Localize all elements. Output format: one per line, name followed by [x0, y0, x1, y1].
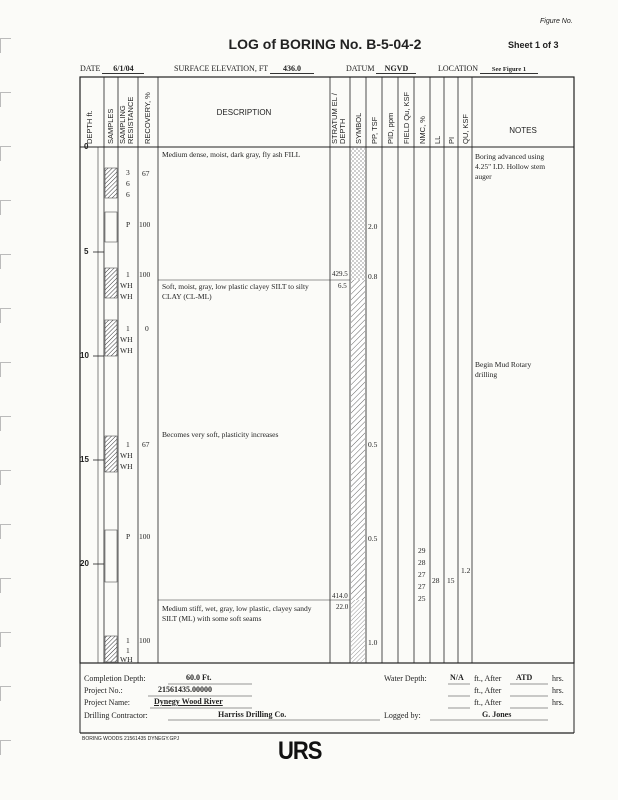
- sampling-resistance: WH: [120, 346, 133, 355]
- col-notes: NOTES: [509, 126, 537, 135]
- sampling-resistance: 6: [126, 179, 130, 188]
- sampling-resistance: P: [126, 220, 131, 229]
- qu-value: 1.2: [461, 566, 471, 575]
- sampling-resistance: WH: [120, 292, 133, 301]
- after-label: ft., After: [474, 698, 502, 707]
- depth-tick-label: 20: [80, 559, 89, 568]
- stratum-depth: 6.5: [338, 282, 347, 290]
- date-value: 6/1/04: [102, 64, 144, 74]
- location-value: See Figure 1: [480, 66, 538, 74]
- col-depth: DEPTH ft.: [85, 110, 94, 144]
- datum-value: NGVD: [376, 64, 416, 74]
- water-depth-value: N/A: [450, 673, 464, 682]
- col-field-qu: FIELD Qu, KSF: [402, 91, 411, 144]
- datum-label: DATUM: [346, 64, 375, 73]
- stratum-elevation: 429.5: [332, 270, 348, 278]
- sampling-resistance: WH: [120, 335, 133, 344]
- logged-by-value: G. Jones: [482, 710, 512, 719]
- file-reference: BORING WOODS 21561435 DYNEGY.GPJ: [82, 736, 180, 742]
- description-clayey-silt: Soft, moist, gray, low plastic clayey SILT to silty CLAY (CL-ML): [162, 282, 309, 301]
- col-description: DESCRIPTION: [216, 108, 272, 117]
- sampling-resistance: WH: [120, 451, 133, 460]
- depth-tick-label: 5: [84, 247, 89, 256]
- contractor-value: Harriss Drilling Co.: [218, 710, 287, 719]
- hrs-label: hrs.: [552, 698, 564, 707]
- project-name-value: Dynegy Wood River: [154, 697, 223, 706]
- sampling-resistance: 1: [126, 636, 130, 645]
- sampling-resistance: 3: [126, 168, 130, 177]
- project-no-label: Project No.:: [84, 686, 123, 695]
- sampling-resistance: WH: [120, 462, 133, 471]
- col-symbol: SYMBOL: [354, 112, 363, 144]
- recovery-value: 0: [145, 324, 149, 333]
- col-stratum: STRATUM EL / DEPTH: [330, 93, 347, 144]
- pi-value: 15: [447, 576, 455, 585]
- sheet-number: Sheet 1 of 3: [508, 40, 559, 50]
- hrs-label: hrs.: [552, 686, 564, 695]
- completion-label: Completion Depth:: [84, 674, 146, 683]
- col-pid: PID, ppm: [386, 112, 395, 144]
- logged-by-label: Logged by:: [384, 711, 421, 720]
- note-mud-rotary: Begin Mud Rotary drilling: [475, 360, 532, 379]
- contractor-label: Drilling Contractor:: [84, 711, 148, 720]
- description-very-soft: Becomes very soft, plasticity increases: [162, 430, 279, 439]
- ll-value: 28: [432, 576, 440, 585]
- figure-label: Figure No.: [540, 18, 573, 25]
- after-value: ATD: [516, 673, 533, 682]
- after-label: ft., After: [474, 674, 502, 683]
- col-ll: LL: [433, 135, 442, 144]
- project-no-value: 21561435.00000: [158, 685, 212, 694]
- sampling-resistance: 6: [126, 190, 130, 199]
- sampling-resistance: P: [126, 532, 131, 541]
- col-pp: PP, TSF: [370, 116, 379, 144]
- col-nmc: NMC, %: [418, 116, 427, 144]
- stratum-elevation: 414.0: [332, 592, 348, 600]
- pp-value: 0.8: [368, 272, 378, 281]
- sampling-resistance: 1: [126, 270, 130, 279]
- nmc-value: 28: [418, 558, 426, 567]
- recovery-value: 100: [139, 532, 151, 541]
- recovery-value: 100: [139, 220, 151, 229]
- pp-value: 0.5: [368, 534, 378, 543]
- pp-value: 1.0: [368, 638, 378, 647]
- sampling-resistance: 1: [126, 324, 130, 333]
- elevation-label: SURFACE ELEVATION, FT: [174, 64, 269, 73]
- recovery-value: 100: [139, 636, 151, 645]
- location-label: LOCATION: [438, 64, 478, 73]
- sampling-resistance: 1: [126, 440, 130, 449]
- pp-value: 0.5: [368, 440, 378, 449]
- description-fill: Medium dense, moist, dark gray, fly ash FILL: [162, 150, 301, 159]
- col-pi: PI: [447, 136, 456, 144]
- col-sampling-resistance: SAMPLING RESISTANCE: [118, 96, 135, 144]
- col-qu: QU, KSF: [461, 113, 470, 144]
- recovery-value: 67: [142, 440, 150, 449]
- project-name-label: Project Name:: [84, 698, 130, 707]
- depth-tick-label: 10: [80, 351, 89, 360]
- nmc-value: 29: [418, 546, 426, 555]
- recovery-value: 67: [142, 169, 150, 178]
- pp-value: 2.0: [368, 222, 378, 231]
- note-hollow-stem: Boring advanced using 4.25" I.D. Hollow stem auger: [475, 152, 546, 181]
- recovery-value: 100: [139, 270, 151, 279]
- water-depth-label: Water Depth:: [384, 674, 427, 683]
- urs-logo: URS: [278, 736, 322, 765]
- col-samples: SAMPLES: [106, 108, 115, 144]
- hrs-label: hrs.: [552, 674, 564, 683]
- sampling-resistance: 1: [126, 646, 130, 655]
- elevation-value: 436.0: [270, 64, 314, 74]
- sampling-resistance: WH: [120, 655, 133, 664]
- date-label: DATE: [80, 64, 101, 73]
- description-sandy-silt: Medium stiff, wet, gray, low plastic, clayey sandy SILT (ML) with some soft seams: [162, 604, 312, 623]
- boring-title: LOG of BORING No. B-5-04-2: [228, 36, 422, 52]
- after-label: ft., After: [474, 686, 502, 695]
- nmc-value: 27: [418, 570, 426, 579]
- depth-tick-label: 15: [80, 455, 89, 464]
- nmc-value: 27: [418, 582, 426, 591]
- depth-tick-label: 0: [84, 142, 89, 151]
- sampling-resistance: WH: [120, 281, 133, 290]
- completion-value: 60.0 Ft.: [186, 673, 212, 682]
- nmc-value: 25: [418, 594, 426, 603]
- stratum-depth: 22.0: [336, 603, 349, 611]
- col-recovery: RECOVERY, %: [143, 92, 152, 144]
